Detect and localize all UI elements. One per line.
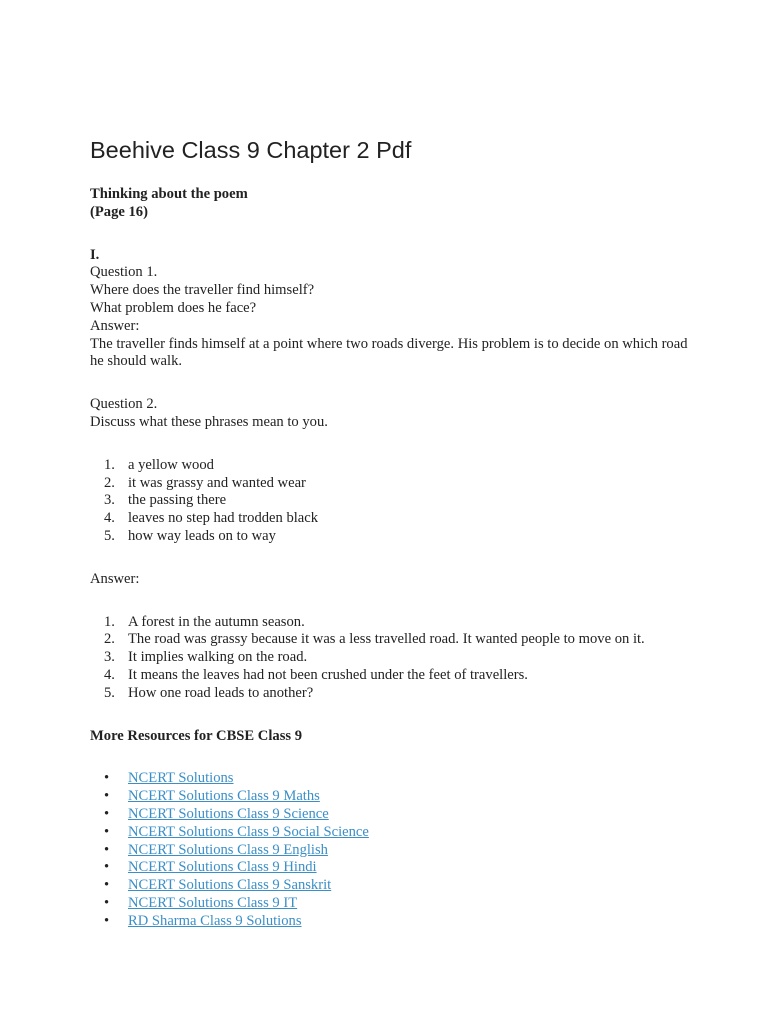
question-1-line: Where does the traveller find himself? <box>90 282 315 299</box>
list-number: 3. <box>104 492 115 509</box>
list-item-text: It implies walking on the road. <box>128 649 308 666</box>
list-item <box>90 631 690 649</box>
bullet: • <box>104 912 110 929</box>
resource-link[interactable]: NCERT Solutions Class 9 Hindi <box>128 859 317 876</box>
list-item <box>90 492 690 510</box>
list-number: 2. <box>104 474 115 491</box>
list-number: 4. <box>104 510 115 527</box>
resource-link[interactable]: NCERT Solutions Class 9 Science <box>128 805 329 822</box>
answer-1-label: Answer: <box>90 317 140 334</box>
document-page <box>90 136 690 931</box>
list-item <box>90 788 690 806</box>
list-item <box>90 859 690 877</box>
list-item <box>90 685 690 703</box>
list-item-text: a yellow wood <box>128 456 214 473</box>
bullet: • <box>104 805 110 822</box>
resource-link[interactable]: NCERT Solutions Class 9 Sanskrit <box>128 877 332 894</box>
resource-link[interactable]: RD Sharma Class 9 Solutions <box>128 912 302 929</box>
bullet: • <box>104 788 110 805</box>
list-number: 3. <box>104 649 115 666</box>
list-item-text: leaves no step had trodden black <box>128 510 319 527</box>
bullet: • <box>104 877 110 894</box>
list-number: 5. <box>104 684 115 701</box>
question-2-label: Question 2. <box>90 396 158 413</box>
question-1-line: What problem does he face? <box>90 299 257 316</box>
page-reference: (Page 16) <box>90 203 148 220</box>
part-label: I. <box>90 246 100 263</box>
list-item <box>90 614 690 632</box>
list-number: 2. <box>104 631 115 648</box>
list-item-text: How one road leads to another? <box>128 684 314 701</box>
question-1-label: Question 1. <box>90 264 158 281</box>
resource-link[interactable]: NCERT Solutions Class 9 Maths <box>128 788 320 805</box>
list-number: 5. <box>104 527 115 544</box>
list-item <box>90 667 690 685</box>
list-item-text: It means the leaves had not been crushed under the feet of travellers. <box>128 666 528 683</box>
list-item <box>90 475 690 493</box>
list-item <box>90 824 690 842</box>
resource-link[interactable]: NCERT Solutions Class 9 Social Science <box>128 823 369 840</box>
list-item <box>90 649 690 667</box>
list-item <box>90 770 690 788</box>
list-item-text: A forest in the autumn season. <box>128 613 305 630</box>
list-item <box>90 895 690 913</box>
bullet: • <box>104 823 110 840</box>
resources-heading: More Resources for CBSE Class 9 <box>90 727 303 744</box>
answer-list <box>90 614 690 703</box>
question-2-prompt: Discuss what these phrases mean to you. <box>90 413 328 430</box>
list-item <box>90 510 690 528</box>
answer-2-label: Answer: <box>90 570 140 587</box>
list-number: 1. <box>104 456 115 473</box>
list-item-text: it was grassy and wanted wear <box>128 474 306 491</box>
bullet: • <box>104 894 110 911</box>
resource-link[interactable]: NCERT Solutions <box>128 770 234 787</box>
list-item-text: The road was grassy because it was a less travelled road. It wanted people to move on it. <box>128 631 645 648</box>
section-heading: Thinking about the poem <box>90 186 248 202</box>
resource-link-list <box>90 770 690 930</box>
list-item-text: the passing there <box>128 492 227 509</box>
page-title: Beehive Class 9 Chapter 2 Pdf <box>90 137 412 163</box>
bullet: • <box>104 859 110 876</box>
list-number: 4. <box>104 666 115 683</box>
resource-link[interactable]: NCERT Solutions Class 9 English <box>128 841 328 858</box>
list-item <box>90 877 690 895</box>
list-item-text: how way leads on to way <box>128 527 276 544</box>
answer-1-text: The traveller finds himself at a point where two roads diverge. His problem is to decide on which road he should walk. <box>90 335 688 370</box>
list-item <box>90 842 690 860</box>
list-item <box>90 528 690 546</box>
list-number: 1. <box>104 613 115 630</box>
resource-link[interactable]: NCERT Solutions Class 9 IT <box>128 894 298 911</box>
list-item <box>90 457 690 475</box>
bullet: • <box>104 770 110 787</box>
bullet: • <box>104 841 110 858</box>
phrase-list <box>90 457 690 546</box>
list-item <box>90 913 690 931</box>
list-item <box>90 806 690 824</box>
